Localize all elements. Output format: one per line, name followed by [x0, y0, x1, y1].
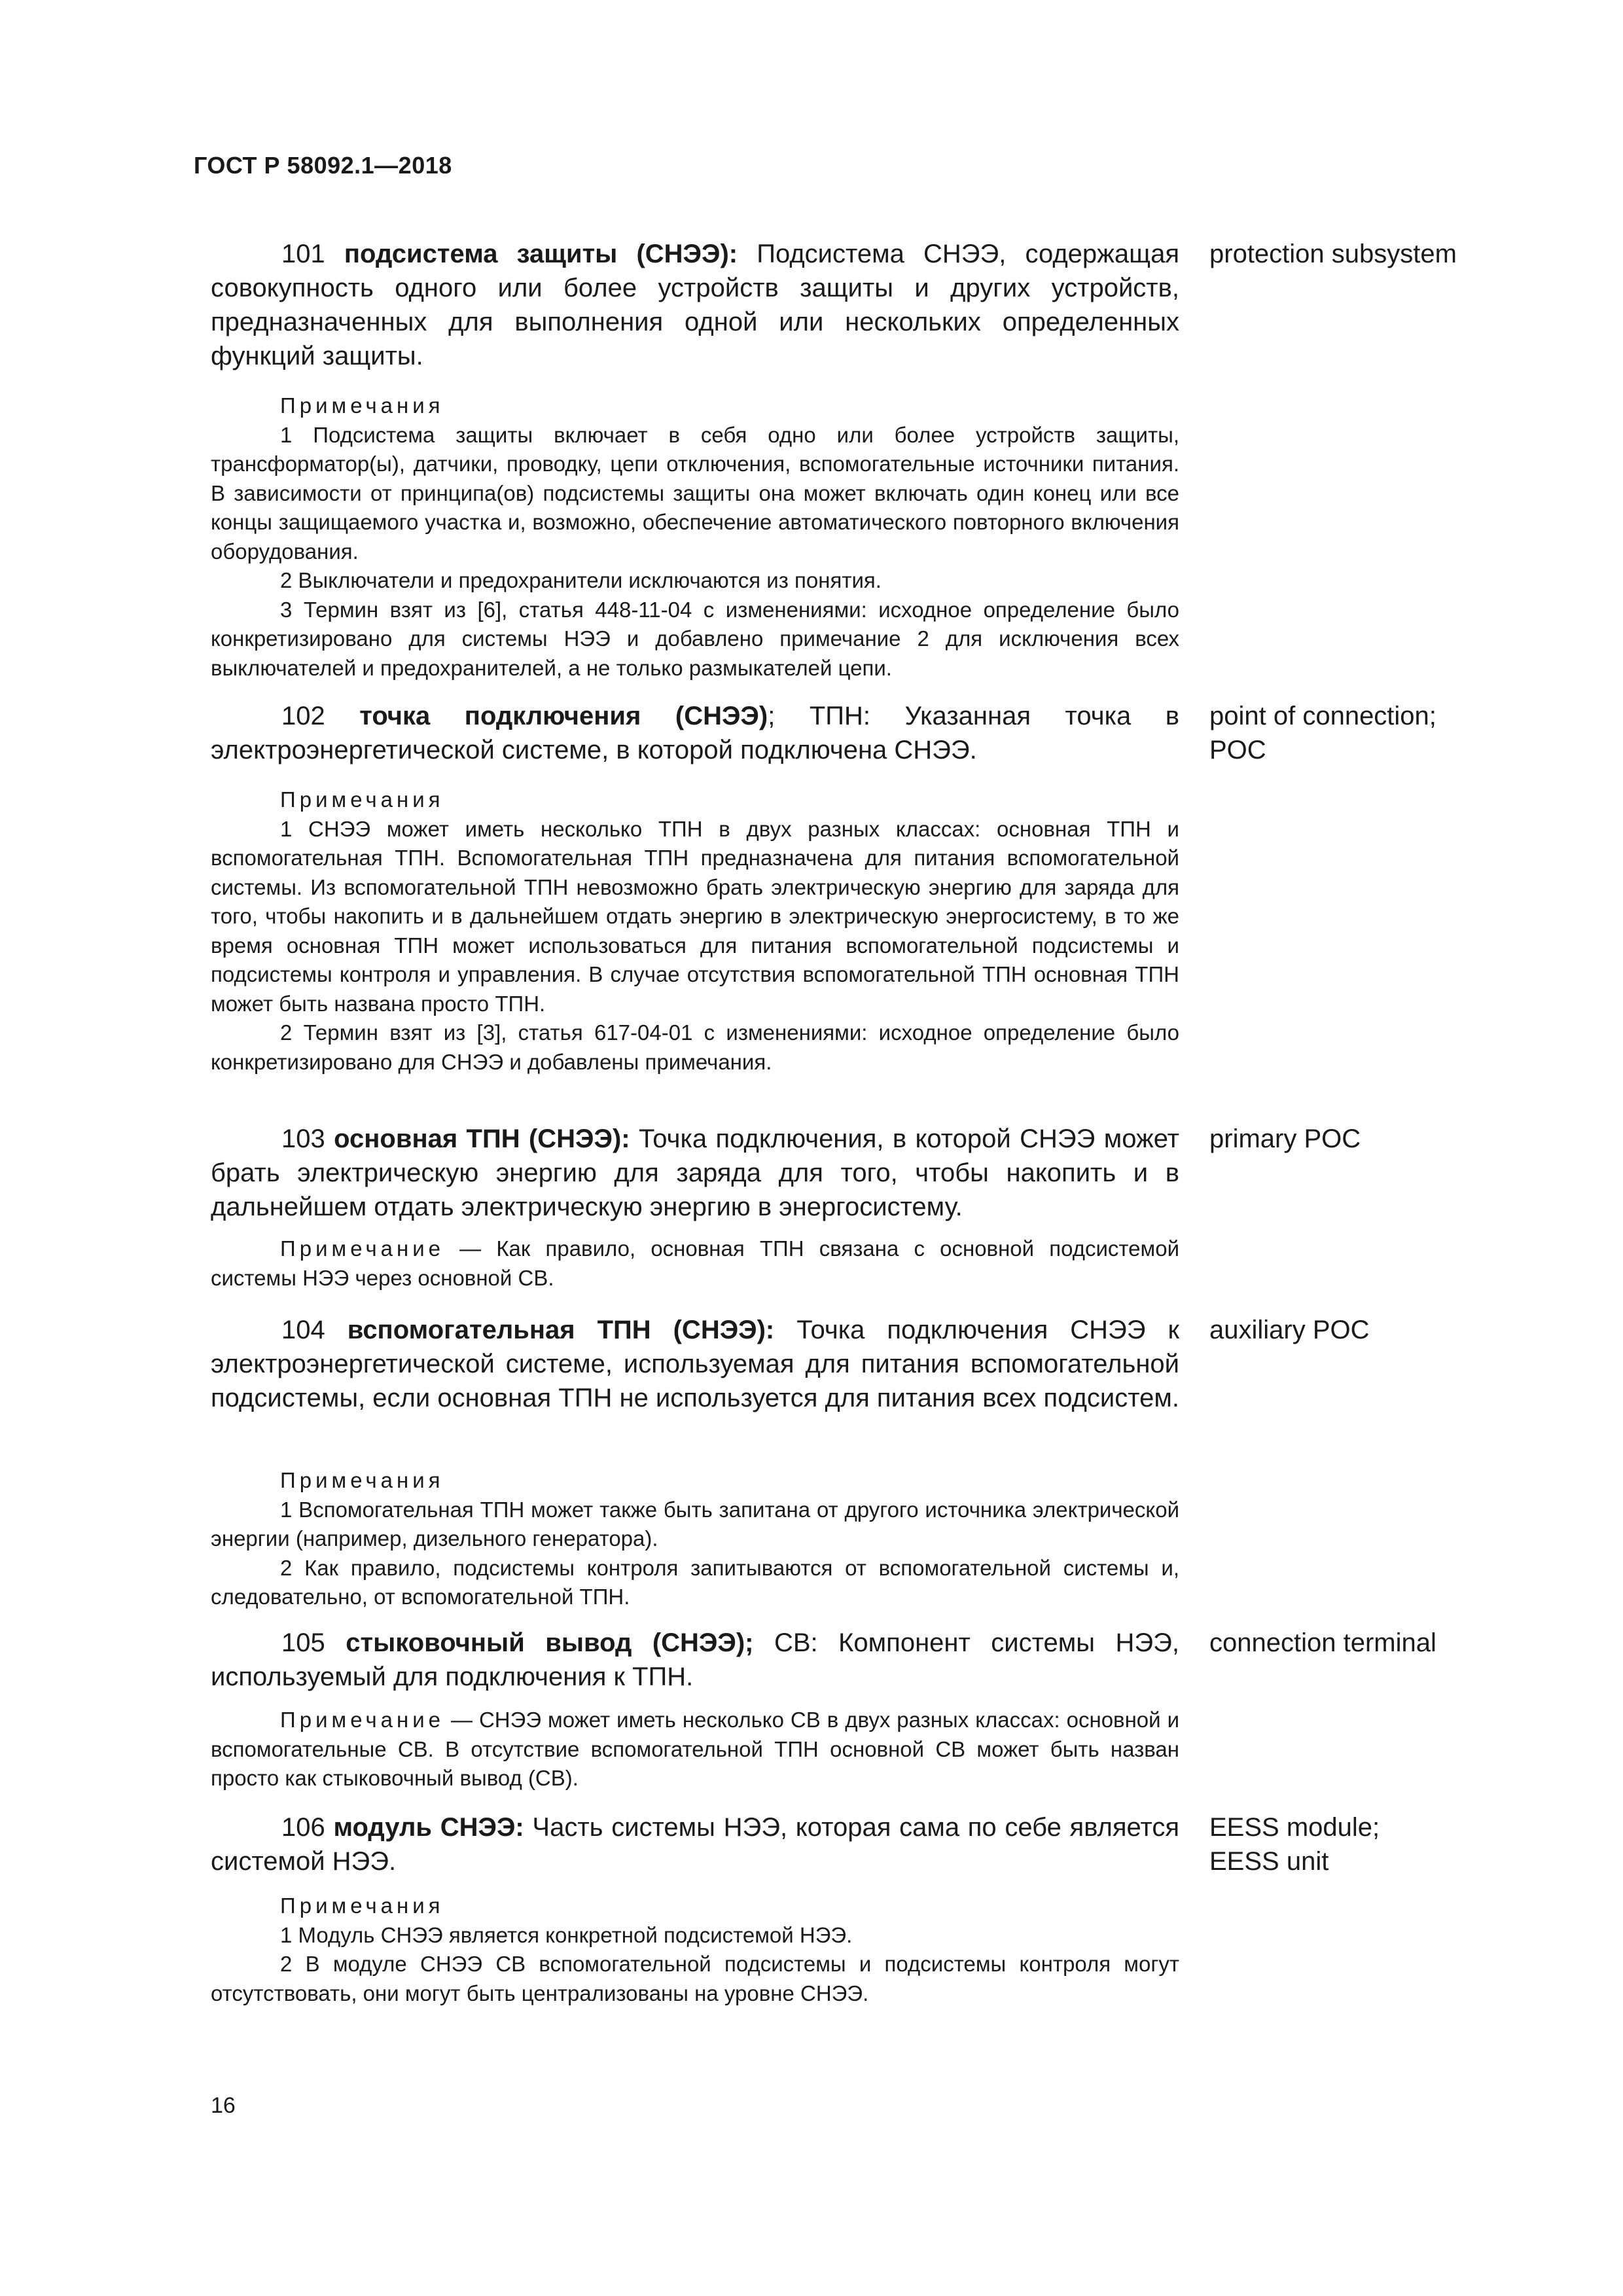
note-item: 1 СНЭЭ может иметь несколько ТПН в двух разных классах: основная ТПН и вспомогательная ТПН. Вспомогательная ТПН предназначена для питания вспомогательной системы. Из вспомогательной ТПН невозможно брать электрическую энергию для заряда для того, чтобы накопить и в дальнейшем отдать энергию в электрическую энергосистему, в то же время основная ТПН может использоваться для питания вспомогательной подсистемы и подсистемы контроля и управления. В случае отсутствия вспомогательной ТПН основная ТПН может быть названа просто ТПН.	[211, 816, 1179, 1016]
notes-104	[211, 1466, 1179, 1612]
term-definition: Точка подключения СНЭЭ к электроэнергетической системе, используемая для питания вспомогательной подсистемы, если основная ТПН не используется для питания всех подсистем.	[211, 1316, 1179, 1412]
term-entry-105	[211, 1626, 1179, 1694]
term-number: 102	[281, 702, 325, 730]
term-definition: ; ТПН: Указанная точка в электроэнергетической системе, в которой подключена СНЭЭ.	[211, 702, 1179, 764]
page-number: 16	[211, 2093, 236, 2118]
english-term-105: connection terminal	[1209, 1628, 1436, 1657]
notes-title: Примечания	[280, 1468, 444, 1492]
term-name: точка подключения (СНЭЭ)	[359, 702, 768, 730]
term-definition: Часть системы НЭЭ, которая сама по себе является системой НЭЭ.	[211, 1813, 1179, 1876]
note-item: 1 Подсистема защиты включает в себя одно или более устройств защиты, трансформатор(ы), датчики, проводку, цепи отключения, вспомогательные источники питания. В зависимости от принципа(ов) подсистемы защиты она может включать один конец или все концы защищаемого участка и, возможно, обеспечение автоматического повторного включения оборудования.	[211, 422, 1179, 564]
term-entry-101	[211, 237, 1179, 373]
note-label: Примечание	[280, 1236, 445, 1261]
term-definition: Подсистема СНЭЭ, содержащая совокупность одного или более устройств защиты и других устройств, предназначенных для выполнения одной или нескольких определенных функций защиты.	[211, 240, 1179, 370]
term-number: 103	[281, 1124, 325, 1153]
note-text: — Как правило, основная ТПН связана с основной подсистемой системы НЭЭ через основной СВ.	[211, 1236, 1179, 1290]
term-number: 106	[281, 1813, 325, 1842]
note-item: 2 Выключатели и предохранители исключаются из понятия.	[280, 568, 882, 592]
note-item: 2 В модуле СНЭЭ СВ вспомогательной подсистемы и подсистемы контроля могут отсутствовать, они могут быть централизованы на уровне СНЭЭ.	[211, 1952, 1179, 2005]
note-label: Примечание	[280, 1708, 445, 1732]
note-item: 2 Как правило, подсистемы контроля запитываются от вспомогательной системы и, следовательно, от вспомогательной ТПН.	[211, 1555, 1179, 1609]
term-name: стыковочный вывод (СНЭЭ);	[346, 1628, 754, 1657]
english-term-103: primary POC	[1209, 1124, 1361, 1153]
term-name: вспомогательная ТПН (СНЭЭ):	[347, 1316, 775, 1344]
term-number: 105	[281, 1628, 325, 1657]
note-item: 1 Модуль СНЭЭ является конкретной подсистемой НЭЭ.	[280, 1922, 853, 1947]
notes-title: Примечания	[280, 787, 444, 812]
english-term-101: protection subsystem	[1209, 240, 1457, 268]
term-name: подсистема защиты (СНЭЭ):	[344, 240, 738, 268]
note-105	[211, 1706, 1179, 1793]
notes-106	[211, 1892, 1179, 2008]
notes-title: Примечания	[280, 1893, 444, 1918]
term-number: 101	[281, 240, 325, 268]
term-entry-106	[211, 1810, 1179, 1878]
english-term-104: auxiliary POC	[1209, 1316, 1370, 1344]
term-entry-103	[211, 1122, 1179, 1224]
document-header: ГОСТ Р 58092.1—2018	[194, 152, 452, 179]
term-definition: СВ: Компонент системы НЭЭ, используемый для подключения к ТПН.	[211, 1628, 1179, 1691]
notes-101	[211, 391, 1179, 683]
note-103	[211, 1234, 1179, 1293]
note-item: 3 Термин взят из [6], статья 448-11-04 с изменениями: исходное определение было конкретизировано для системы НЭЭ и добавлено примечание 2 для исключения всех выключателей и предохранителей, а не только размыкателей цепи.	[211, 597, 1179, 680]
english-term-102: point of connection; POC	[1209, 702, 1436, 764]
note-item: 2 Термин взят из [3], статья 617-04-01 с изменениями: исходное определение было конкретизировано для СНЭЭ и добавлены примечания.	[211, 1020, 1179, 1074]
notes-title: Примечания	[280, 393, 444, 418]
note-text: — СНЭЭ может иметь несколько СВ в двух разных классах: основной и вспомогательные СВ. В отсутствие вспомогательной ТПН основной СВ может быть назван просто как стыковочный вывод (СВ).	[211, 1708, 1179, 1790]
notes-102	[211, 785, 1179, 1077]
note-item: 1 Вспомогательная ТПН может также быть запитана от другого источника электрической энергии (например, дизельного генератора).	[211, 1497, 1179, 1551]
term-name: модуль СНЭЭ:	[333, 1813, 524, 1842]
term-number: 104	[281, 1316, 325, 1344]
term-entry-102	[211, 699, 1179, 767]
term-entry-104	[211, 1313, 1179, 1415]
term-definition: Точка подключения, в которой СНЭЭ может брать электрическую энергию для заряда для того, чтобы накопить и в дальнейшем отдать электрическую энергию в энергосистему.	[211, 1124, 1179, 1221]
term-name: основная ТПН (СНЭЭ):	[334, 1124, 630, 1153]
english-term-106: EESS module; EESS unit	[1209, 1813, 1380, 1876]
